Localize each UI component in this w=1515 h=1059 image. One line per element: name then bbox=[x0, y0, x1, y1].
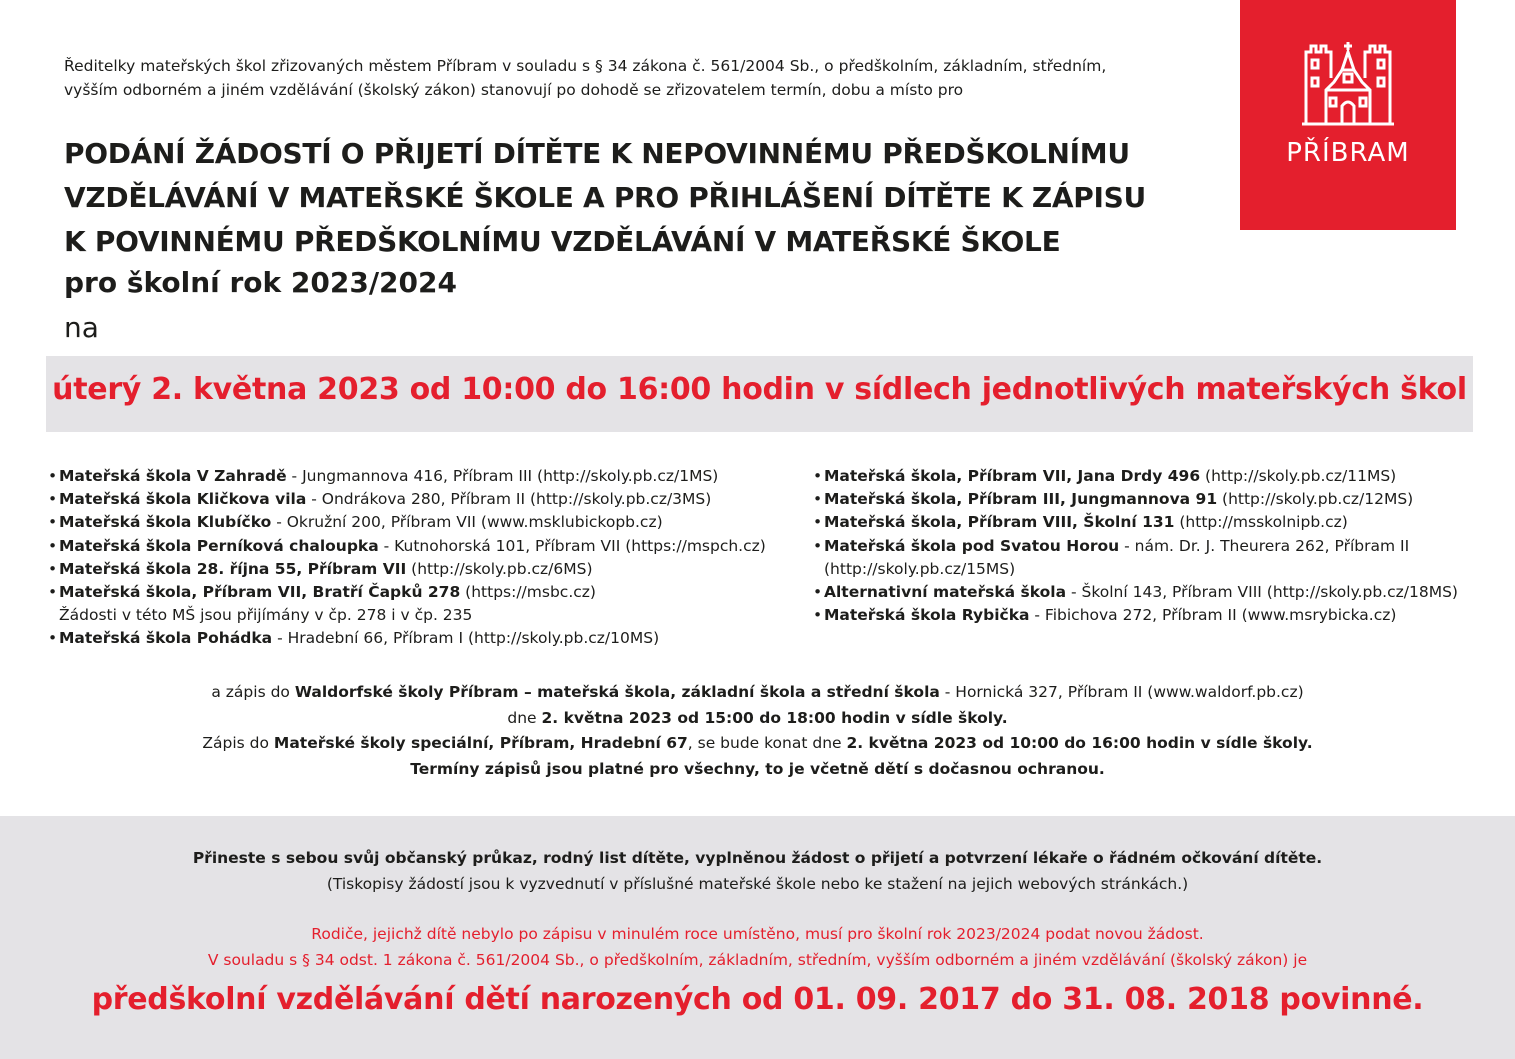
school-name: Mateřská škola, Příbram VIII, Školní 131 bbox=[824, 513, 1175, 532]
school-name: Mateřská škola Klubíčko bbox=[59, 513, 272, 532]
date-banner-text: úterý 2. května 2023 od 10:00 do 16:00 hodin v sídlech jednotlivých mateřských škol bbox=[52, 372, 1467, 407]
terms-note bbox=[0, 757, 1515, 783]
enrollment-details bbox=[0, 680, 1515, 782]
school-year: pro školní rok 2023/2024 bbox=[64, 266, 457, 299]
school-name: Mateřská škola, Příbram VII, Bratří Čapků 278 bbox=[59, 583, 461, 602]
school-detail: (http://msskolnipb.cz) bbox=[1174, 513, 1348, 532]
list-item: • Mateřská škola Pohádka - Hradební 66, Příbram I (http://skoly.pb.cz/10MS) bbox=[48, 629, 660, 648]
list-item: • Alternativní mateřská škola - Školní 143, Příbram VIII (http://skoly.pb.cz/18MS) bbox=[813, 583, 1458, 602]
school-note: Žádosti v této MŠ jsou přijímány v čp. 278 i v čp. 235 bbox=[59, 606, 473, 625]
school-detail: (http://skoly.pb.cz/6MS) bbox=[406, 559, 593, 578]
parents-line: V souladu s § 34 odst. 1 zákona č. 561/2004 Sb., o předškolním, základním, středním, vyšším odborném a jiném vzdělávání (školský zákon) je bbox=[207, 950, 1308, 969]
city-logo bbox=[1240, 0, 1456, 230]
school-name: Alternativní mateřská škola bbox=[824, 583, 1067, 602]
school-detail: - Okružní 200, Příbram VII (www.msklubickopb.cz) bbox=[271, 513, 663, 532]
list-item: • Mateřská škola Kličkova vila - Ondrákova 280, Příbram II (http://skoly.pb.cz/3MS) bbox=[48, 490, 712, 509]
text-fragment: dne bbox=[507, 708, 542, 727]
text-fragment: a zápis do bbox=[211, 683, 295, 701]
special-school-line bbox=[0, 731, 1515, 757]
bring-documents bbox=[0, 846, 1515, 897]
special-school-date: 2. května 2023 od 10:00 do 16:00 hodin v sídle školy. bbox=[846, 734, 1313, 753]
school-list-left bbox=[48, 465, 808, 651]
bring-line bbox=[0, 846, 1515, 872]
list-item: • Mateřská škola Perníková chaloupka - Kutnohorská 101, Příbram VII (https://mspch.cz) bbox=[48, 536, 766, 555]
title-line: K POVINNÉMU PŘEDŠKOLNÍMU VZDĚLÁVÁNÍ V MATEŘSKÉ ŠKOLE bbox=[64, 225, 1061, 258]
title-line: VZDĚLÁVÁNÍ V MATEŘSKÉ ŠKOLE A PRO PŘIHLÁŠENÍ DÍTĚTE K ZÁPISU bbox=[64, 181, 1146, 214]
school-detail: (http://skoly.pb.cz/11MS) bbox=[1200, 467, 1397, 485]
list-item: • Mateřská škola pod Svatou Horou - nám. Dr. J. Theurera 262, Příbram II bbox=[813, 536, 1410, 555]
requirements-panel bbox=[0, 816, 1515, 1059]
school-list-right bbox=[813, 465, 1503, 627]
waldorf-date-line bbox=[0, 706, 1515, 732]
school-name: Mateřská škola V Zahradě bbox=[59, 467, 287, 485]
mandatory-text: předškolní vzdělávání dětí narozených od 01. 09. 2017 do 31. 08. 2018 povinné. bbox=[91, 982, 1424, 1017]
school-detail: - Hradební 66, Příbram I (http://skoly.pb.cz/10MS) bbox=[272, 629, 660, 648]
intro-line: Ředitelky mateřských škol zřizovaných městem Příbram v souladu s § 34 zákona č. 561/2004 Sb., o předškolním, základním, středním, bbox=[64, 57, 1107, 75]
school-name: Mateřská škola Kličkova vila bbox=[59, 490, 307, 509]
school-name: Mateřská škola Pohádka bbox=[59, 629, 273, 648]
intro-line: vyšším odborném a jiném vzdělávání (školský zákon) stanovují po dohodě se zřizovatelem termín, dobu a místo pro bbox=[64, 81, 964, 99]
school-detail: - Fibichova 272, Příbram II (www.msrybicka.cz) bbox=[1029, 606, 1397, 625]
text-fragment: Zápis do bbox=[202, 734, 274, 753]
pribram-castle-icon bbox=[1302, 38, 1394, 126]
mandatory-statement bbox=[0, 982, 1515, 1017]
school-name: Mateřská škola Perníková chaloupka bbox=[59, 536, 379, 555]
waldorf-line bbox=[0, 680, 1515, 706]
date-banner bbox=[46, 356, 1473, 432]
page-title bbox=[64, 132, 1224, 264]
list-item: • Mateřská škola Rybička - Fibichova 272, Příbram II (www.msrybicka.cz) bbox=[813, 606, 1397, 625]
school-name: Mateřská škola pod Svatou Horou bbox=[824, 536, 1120, 555]
school-detail: - Ondrákova 280, Příbram II (http://skoly.pb.cz/3MS) bbox=[306, 490, 712, 509]
waldorf-date: 2. května 2023 od 15:00 do 18:00 hodin v sídle školy. bbox=[541, 708, 1008, 727]
school-name: Mateřská škola 28. října 55, Příbram VII bbox=[59, 559, 407, 578]
intro-text bbox=[64, 54, 1214, 102]
school-note: (http://skoly.pb.cz/15MS) bbox=[824, 559, 1016, 578]
school-detail: (https://msbc.cz) bbox=[460, 583, 596, 602]
logo-text: PŘÍBRAM bbox=[1286, 138, 1410, 168]
school-detail: - nám. Dr. J. Theurera 262, Příbram II bbox=[1119, 536, 1410, 555]
text-fragment: , se bude konat dne bbox=[687, 734, 847, 753]
school-detail: (http://skoly.pb.cz/12MS) bbox=[1217, 490, 1414, 509]
bring-line-text: Přineste s sebou svůj občanský průkaz, rodný list dítěte, vyplněnou žádost o přijetí a potvrzení lékaře o řádném očkování dítěte. bbox=[192, 849, 1323, 867]
list-item: • Mateřská škola, Příbram VII, Bratří Čapků 278 (https://msbc.cz) bbox=[48, 583, 596, 602]
parents-line: Rodiče, jejichž dítě nebylo po zápisu v minulém roce umístěno, musí pro školní rok 2023/2024 podat novou žádost. bbox=[311, 925, 1204, 943]
list-item: • Mateřská škola Klubíčko - Okružní 200, Příbram VII (www.msklubickopb.cz) bbox=[48, 513, 663, 532]
list-item: • Mateřská škola, Příbram III, Jungmannova 91 (http://skoly.pb.cz/12MS) bbox=[813, 490, 1414, 509]
school-detail: - Kutnohorská 101, Příbram VII (https://mspch.cz) bbox=[378, 536, 766, 555]
parents-note bbox=[0, 922, 1515, 973]
text-fragment: - Hornická 327, Příbram II (www.waldorf.pb.cz) bbox=[939, 683, 1304, 701]
title-line: PODÁNÍ ŽÁDOSTÍ O PŘIJETÍ DÍTĚTE K NEPOVINNÉMU PŘEDŠKOLNÍMU bbox=[64, 137, 1130, 170]
list-item: • Mateřská škola 28. října 55, Příbram VII (http://skoly.pb.cz/6MS) bbox=[48, 559, 593, 578]
list-item: • Mateřská škola V Zahradě - Jungmannova 416, Příbram III (http://skoly.pb.cz/1MS) bbox=[48, 467, 719, 485]
terms-note-text: Termíny zápisů jsou platné pro všechny, to je včetně dětí s dočasnou ochranou. bbox=[410, 759, 1105, 778]
list-item: • Mateřská škola, Příbram VIII, Školní 131 (http://msskolnipb.cz) bbox=[813, 513, 1348, 532]
bring-line: (Tiskopisy žádostí jsou k vyzvednutí v příslušné mateřské škole nebo ke stažení na jejich webových stránkách.) bbox=[326, 874, 1189, 893]
list-item: • Mateřská škola, Příbram VII, Jana Drdy 496 (http://skoly.pb.cz/11MS) bbox=[813, 467, 1397, 485]
school-detail: - Jungmannova 416, Příbram III (http://skoly.pb.cz/1MS) bbox=[286, 467, 719, 485]
school-name: Mateřská škola, Příbram VII, Jana Drdy 496 bbox=[824, 467, 1201, 485]
special-school-name: Mateřské školy speciální, Příbram, Hradební 67 bbox=[273, 734, 688, 753]
school-name: Mateřská škola Rybička bbox=[824, 606, 1030, 625]
on-label: na bbox=[64, 311, 99, 344]
waldorf-school-name: Waldorfské školy Příbram – mateřská škola, základní škola a střední škola bbox=[294, 683, 940, 701]
school-name: Mateřská škola, Příbram III, Jungmannova 91 bbox=[824, 490, 1218, 509]
school-detail: - Školní 143, Příbram VIII (http://skoly.pb.cz/18MS) bbox=[1066, 583, 1458, 602]
